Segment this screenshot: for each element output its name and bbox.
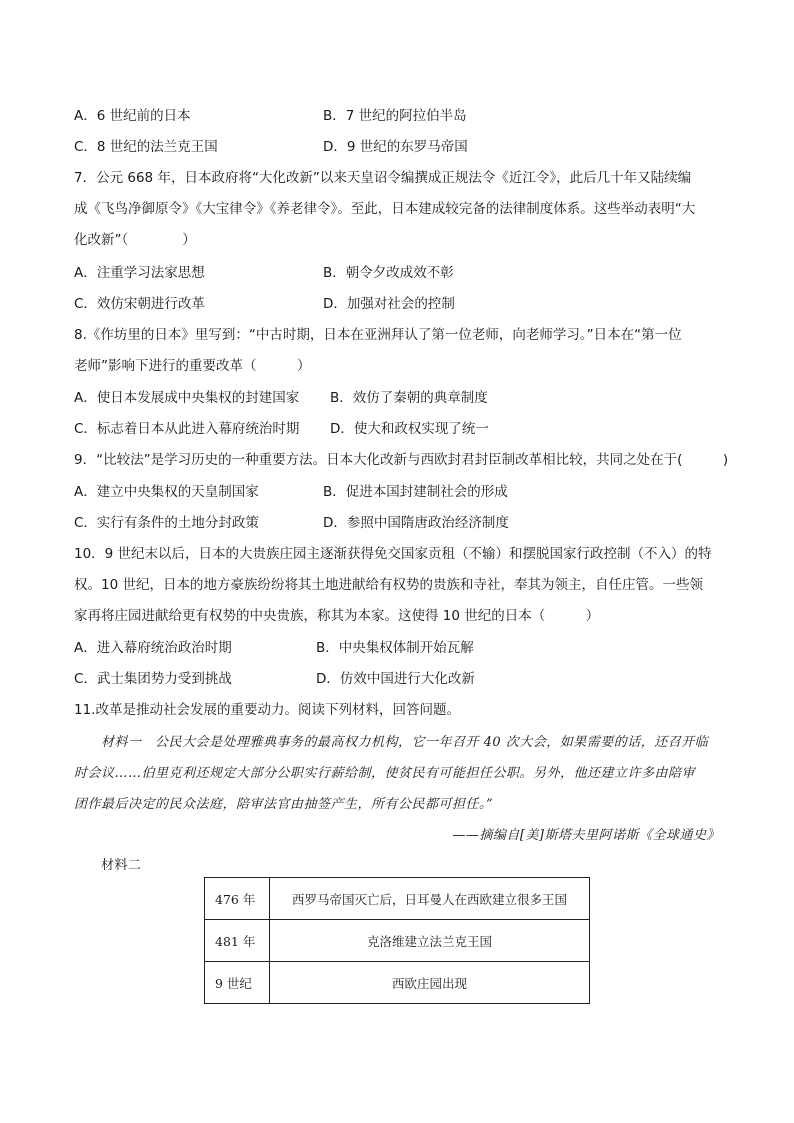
q8-stem-line1: 8.《作坊里的日本》里写到：“中古时期，日本在亚洲拜认了第一位老师，向老师学习。”日本在“第一位 bbox=[74, 327, 682, 343]
q11-stem-line1: 11.改革是推动社会发展的重要动力。阅读下列材料，回答问题。 bbox=[74, 702, 460, 718]
q7-stem-line1: 7．公元 668 年，日本政府将“大化改新”以来天皇诏令编撰成正规法令《近江令》，此后几十年又陆续编 bbox=[74, 170, 692, 186]
q9-option-a: A．建立中央集权的天皇制国家 bbox=[74, 484, 259, 500]
q7-option-c: C．效仿宋朝进行改革 bbox=[74, 296, 205, 312]
q10-stem-line1: 10．9 世纪末以后，日本的大贵族庄园主逐渐获得免交国家贡租（不输）和摆脱国家行政控制（不入）的特 bbox=[74, 546, 712, 562]
q8-option-b: B．效仿了秦朝的典章制度 bbox=[330, 390, 488, 406]
q8-stem-line2: 老师”影响下进行的重要改革（ ） bbox=[74, 358, 311, 374]
q7-stem-line2: 成《飞鸟净御原令》《大宝律令》《养老律令》。至此，日本建成较完备的法律制度体系。这些举动表明“大 bbox=[74, 201, 696, 217]
table-cell-event: 西罗马帝国灭亡后，日耳曼人在西欧建立很多王国 bbox=[270, 878, 590, 920]
q9-option-b: B．促进本国封建制社会的形成 bbox=[323, 484, 508, 500]
q10-option-b: B．中央集权体制开始瓦解 bbox=[316, 640, 474, 656]
table-cell-year: 481 年 bbox=[205, 920, 270, 962]
material-two-label: 材料二 bbox=[101, 858, 142, 873]
q10-option-a: A．进入幕府统治政治时期 bbox=[74, 640, 232, 656]
q6-option-a: A．6 世纪前的日本 bbox=[74, 108, 191, 124]
table-row bbox=[205, 920, 590, 962]
material-one-line3: 团作最后决定的民众法庭，陪审法官由抽签产生，所有公民都可担任。” bbox=[74, 797, 494, 812]
q8-option-d: D．使大和政权实现了统一 bbox=[330, 421, 489, 437]
q6-option-d: D．9 世纪的东罗马帝国 bbox=[323, 139, 468, 155]
q6-option-c: C．8 世纪的法兰克王国 bbox=[74, 139, 218, 155]
table-cell-year: 9 世纪 bbox=[205, 962, 270, 1004]
q8-option-a: A．使日本发展成中央集权的封建国家 bbox=[74, 390, 300, 406]
q7-option-d: D．加强对社会的控制 bbox=[323, 296, 455, 312]
table-row bbox=[205, 962, 590, 1004]
q10-option-c: C．武士集团势力受到挑战 bbox=[74, 671, 232, 687]
material-one-line1: 材料一 公民大会是处理雅典事务的最高权力机构，它一年召开 40 次大会，如果需要的话，还召开临 bbox=[101, 735, 709, 750]
material-two-table bbox=[204, 877, 590, 1004]
material-one-source: ——摘编自[美]斯塔夫里阿诺斯《全球通史》 bbox=[452, 828, 720, 843]
table-cell-year: 476 年 bbox=[205, 878, 270, 920]
q9-option-c: C．实行有条件的土地分封政策 bbox=[74, 515, 259, 531]
q10-option-d: D．仿效中国进行大化改新 bbox=[316, 671, 475, 687]
q7-stem-line3: 化改新”（ ） bbox=[74, 232, 196, 248]
q10-stem-line2: 权。10 世纪，日本的地方豪族纷纷将其土地进献给有权势的贵族和寺社，奉其为领主，自任庄管。一些领 bbox=[74, 577, 703, 593]
material-one-line2: 时会议……伯里克利还规定大部分公职实行薪给制，使贫民有可能担任公职。另外，他还建立许多由陪审 bbox=[74, 766, 696, 781]
table-cell-event: 西欧庄园出现 bbox=[270, 962, 590, 1004]
q10-stem-line3: 家再将庄园进献给更有权势的中央贵族，称其为本家。这使得 10 世纪的日本（ ） bbox=[74, 608, 600, 624]
table-row bbox=[205, 878, 590, 920]
q9-stem-line1: 9．“比较法”是学习历史的一种重要方法。日本大化改新与西欧封君封臣制改革相比较，共同之处在于( ) bbox=[74, 452, 729, 468]
q7-option-a: A．注重学习法家思想 bbox=[74, 265, 205, 281]
q8-option-c: C．标志着日本从此进入幕府统治时期 bbox=[74, 421, 300, 437]
table-cell-event: 克洛维建立法兰克王国 bbox=[270, 920, 590, 962]
q7-option-b: B．朝令夕改成效不彰 bbox=[323, 265, 454, 281]
q9-option-d: D．参照中国隋唐政治经济制度 bbox=[323, 515, 509, 531]
q6-option-b: B．7 世纪的阿拉伯半岛 bbox=[323, 108, 467, 124]
